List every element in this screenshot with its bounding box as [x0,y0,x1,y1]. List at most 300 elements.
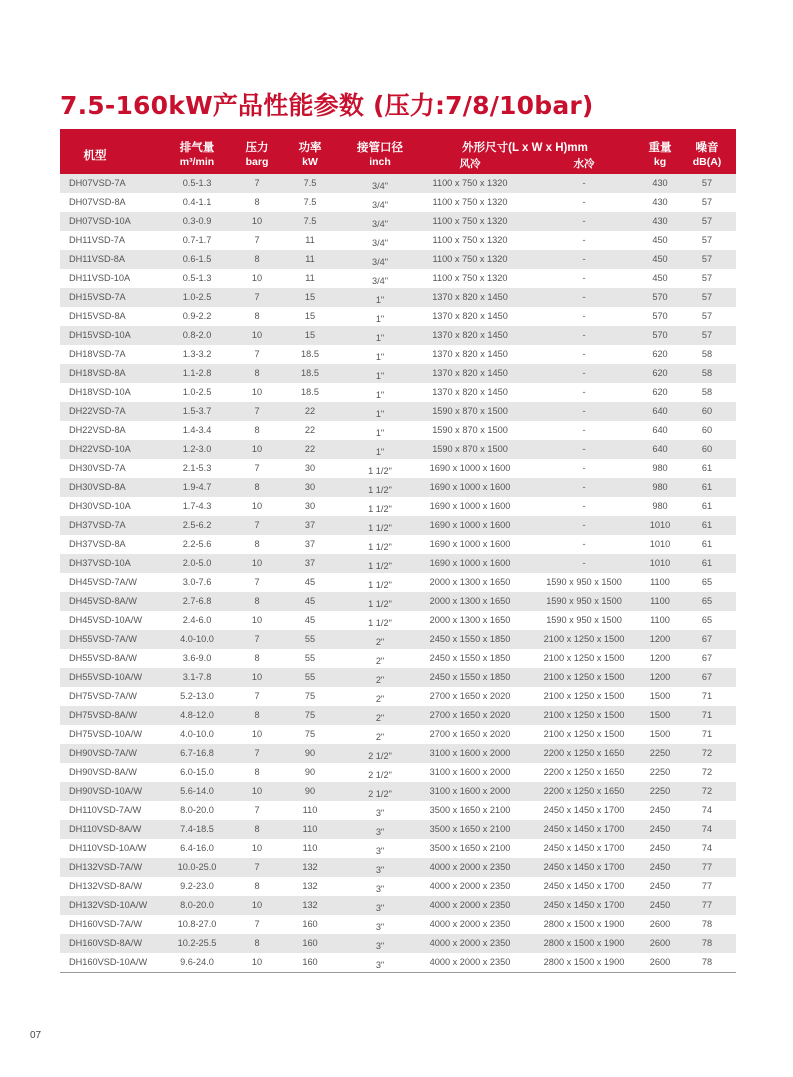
cell-power: 22 [304,425,316,435]
cell-model: DH110VSD-8A/W [69,824,142,834]
cell-air-flow: 2.0-5.0 [182,558,212,568]
table-row [60,269,736,288]
cell-air-cooled: 1370 x 820 x 1450 [432,311,508,321]
cell-air-cooled: 1690 x 1000 x 1600 [429,482,511,492]
table-row [60,345,736,364]
cell-water-cooled: - [582,387,586,397]
cell-weight: 430 [652,216,668,226]
cell-air-cooled: 4000 x 2000 x 2350 [429,862,511,872]
cell-power: 11 [305,254,315,264]
cell-water-cooled: - [582,558,586,568]
table-row [60,535,736,554]
cell-water-cooled: - [582,520,586,530]
cell-pipe: 1 1/2" [368,485,392,495]
cell-power: 75 [304,729,316,739]
cell-air-flow: 0.4-1.1 [182,197,212,207]
cell-power: 11 [305,235,315,245]
cell-air-flow: 2.4-6.0 [182,615,212,625]
cell-noise: 65 [701,596,713,606]
cell-pressure: 8 [254,311,260,321]
cell-air-cooled: 1370 x 820 x 1450 [432,330,508,340]
cell-noise: 60 [701,444,713,454]
cell-power: 22 [304,406,316,416]
cell-pipe: 3/4" [371,200,389,210]
cell-weight: 1500 [649,691,671,701]
cell-air-flow: 10.2-25.5 [177,938,217,948]
cell-water-cooled: - [582,539,586,549]
cell-model: DH11VSD-7A [69,235,125,245]
cell-model: DH07VSD-7A [69,178,126,188]
cell-pressure: 7 [254,919,260,929]
cell-air-cooled: 1100 x 750 x 1320 [432,197,508,207]
cell-air-flow: 1.3-3.2 [182,349,212,359]
table-row [60,592,736,611]
cell-air-cooled: 1100 x 750 x 1320 [432,254,508,264]
cell-pipe: 1" [375,371,385,381]
cell-model: DH90VSD-7A/W [69,748,137,758]
cell-noise: 78 [701,957,713,967]
cell-air-flow: 5.2-13.0 [180,691,214,701]
table-row [60,896,736,915]
cell-water-cooled: 2100 x 1250 x 1500 [543,729,625,739]
cell-water-cooled: - [582,349,586,359]
table-row [60,725,736,744]
cell-air-flow: 7.4-18.5 [180,824,214,834]
col-noise: 噪音 [695,142,719,154]
cell-pipe: 3" [375,846,385,856]
table-row [60,402,736,421]
cell-power: 7.5 [303,216,317,226]
cell-pressure: 10 [251,273,263,283]
cell-water-cooled: 2800 x 1500 x 1900 [543,957,625,967]
cell-weight: 1200 [649,653,671,663]
cell-weight: 430 [652,178,668,188]
cell-weight: 2450 [649,862,671,872]
cell-air-flow: 4.0-10.0 [180,729,214,739]
cell-pipe: 3/4" [371,238,389,248]
cell-pipe: 1 1/2" [368,599,392,609]
cell-pressure: 8 [254,482,260,492]
cell-model: DH15VSD-10A [69,330,131,340]
cell-water-cooled: 2100 x 1250 x 1500 [543,634,625,644]
cell-water-cooled: 2100 x 1250 x 1500 [543,653,625,663]
cell-weight: 2600 [649,919,671,929]
cell-noise: 57 [701,216,713,226]
cell-weight: 980 [652,463,668,473]
cell-model: DH75VSD-7A/W [69,691,137,701]
cell-model: DH160VSD-7A/W [69,919,143,929]
cell-pressure: 10 [251,843,263,853]
table-row [60,649,736,668]
cell-power: 90 [304,767,316,777]
cell-weight: 2600 [649,938,671,948]
cell-weight: 1200 [649,672,671,682]
cell-noise: 57 [701,235,713,245]
cell-power: 110 [302,824,318,834]
cell-pipe: 3" [375,827,385,837]
cell-weight: 2450 [649,824,671,834]
table-row [60,516,736,535]
cell-water-cooled: 1590 x 950 x 1500 [546,577,622,587]
cell-air-flow: 1.5-3.7 [182,406,212,416]
cell-pressure: 8 [254,938,260,948]
cell-model: DH22VSD-10A [69,444,131,454]
cell-weight: 640 [652,444,668,454]
cell-water-cooled: 1590 x 950 x 1500 [546,615,622,625]
cell-pressure: 10 [251,444,263,454]
cell-air-flow: 10.0-25.0 [177,862,217,872]
cell-noise: 71 [701,729,713,739]
cell-weight: 2250 [649,748,671,758]
cell-model: DH11VSD-8A [69,254,125,264]
table-row [60,820,736,839]
cell-model: DH37VSD-7A [69,520,126,530]
cell-water-cooled: 2450 x 1450 x 1700 [543,900,625,910]
cell-air-cooled: 3100 x 1600 x 2000 [429,767,511,777]
table-row [60,421,736,440]
cell-air-flow: 0.7-1.7 [182,235,212,245]
table-row [60,307,736,326]
cell-water-cooled: 2450 x 1450 x 1700 [543,862,625,872]
cell-model: DH75VSD-8A/W [69,710,137,720]
cell-weight: 430 [652,197,668,207]
cell-power: 132 [302,881,318,891]
cell-pipe: 3/4" [371,257,389,267]
cell-pipe: 3/4" [371,219,389,229]
cell-power: 22 [304,444,316,454]
page-number: 07 [30,1030,42,1041]
cell-power: 75 [304,710,316,720]
cell-weight: 570 [652,292,668,302]
cell-power: 30 [304,463,316,473]
cell-model: DH132VSD-7A/W [69,862,143,872]
cell-model: DH30VSD-7A [69,463,126,473]
cell-power: 18.5 [301,387,319,397]
cell-model: DH45VSD-7A/W [69,577,137,587]
table-row [60,687,736,706]
table-row [60,497,736,516]
cell-noise: 67 [701,672,713,682]
cell-noise: 58 [701,349,713,359]
cell-air-cooled: 4000 x 2000 x 2350 [429,900,511,910]
cell-power: 15 [304,330,316,340]
table-row [60,212,736,231]
cell-pipe: 3" [375,865,385,875]
cell-pressure: 10 [251,900,263,910]
cell-power: 55 [304,653,316,663]
cell-power: 11 [305,273,315,283]
cell-noise: 57 [701,273,713,283]
cell-water-cooled: - [582,311,586,321]
cell-pressure: 8 [254,368,260,378]
cell-water-cooled: 2800 x 1500 x 1900 [543,938,625,948]
col-water-cooled: 水冷 [573,158,595,170]
cell-noise: 61 [701,501,713,511]
table-row [60,554,736,573]
cell-weight: 980 [652,501,668,511]
cell-pressure: 7 [254,292,260,302]
cell-power: 90 [304,786,316,796]
cell-pressure: 10 [251,615,263,625]
cell-pipe: 1 1/2" [368,504,392,514]
cell-model: DH30VSD-8A [69,482,126,492]
cell-model: DH160VSD-10A/W [69,957,148,967]
cell-noise: 65 [701,615,713,625]
cell-weight: 620 [652,368,668,378]
page-title: 7.5-160kW产品性能参数 (压力:7/8/10bar) [60,91,594,120]
cell-pressure: 8 [254,254,260,264]
cell-air-flow: 6.4-16.0 [180,843,214,853]
cell-power: 55 [304,672,316,682]
cell-water-cooled: 2100 x 1250 x 1500 [543,691,625,701]
cell-weight: 640 [652,406,668,416]
cell-pipe: 1" [375,295,385,305]
cell-pipe: 1" [375,352,385,362]
cell-noise: 58 [701,387,713,397]
cell-model: DH110VSD-7A/W [69,805,142,815]
cell-air-cooled: 4000 x 2000 x 2350 [429,919,511,929]
cell-pipe: 1 1/2" [368,618,392,628]
cell-noise: 78 [701,919,713,929]
cell-air-flow: 0.5-1.3 [182,178,212,188]
cell-power: 110 [302,843,318,853]
table-row [60,440,736,459]
cell-power: 45 [304,577,316,587]
cell-weight: 1500 [649,729,671,739]
cell-air-cooled: 3500 x 1650 x 2100 [429,824,511,834]
cell-weight: 1100 [650,577,670,587]
cell-pressure: 10 [251,786,263,796]
cell-air-cooled: 1370 x 820 x 1450 [432,292,508,302]
table-row [60,953,736,972]
cell-water-cooled: 2450 x 1450 x 1700 [543,881,625,891]
cell-weight: 1010 [649,539,671,549]
cell-water-cooled: - [582,235,586,245]
cell-power: 37 [304,539,316,549]
cell-air-cooled: 1590 x 870 x 1500 [432,425,508,435]
cell-air-cooled: 1370 x 820 x 1450 [432,368,508,378]
table-row [60,877,736,896]
cell-pressure: 10 [251,330,263,340]
cell-pipe: 3" [375,884,385,894]
table-row [60,383,736,402]
cell-air-cooled: 2450 x 1550 x 1850 [429,653,511,663]
cell-weight: 1100 [650,615,670,625]
cell-pipe: 1" [375,314,385,324]
cell-water-cooled: 2800 x 1500 x 1900 [543,919,625,929]
cell-air-flow: 8.0-20.0 [180,805,214,815]
cell-noise: 72 [701,767,713,777]
cell-model: DH55VSD-7A/W [69,634,137,644]
cell-pipe: 1 1/2" [368,561,392,571]
cell-weight: 2250 [649,786,671,796]
cell-weight: 1200 [649,634,671,644]
cell-air-flow: 0.8-2.0 [182,330,212,340]
cell-pressure: 7 [254,406,260,416]
cell-noise: 57 [701,197,713,207]
cell-weight: 1100 [650,596,670,606]
cell-water-cooled: 2200 x 1250 x 1650 [543,767,625,777]
cell-noise: 77 [701,862,713,872]
cell-noise: 72 [701,748,713,758]
cell-weight: 2450 [649,843,671,853]
cell-air-flow: 9.2-23.0 [180,881,214,891]
cell-water-cooled: - [582,406,586,416]
cell-pressure: 7 [254,634,260,644]
cell-noise: 77 [701,900,713,910]
cell-pipe: 2" [375,637,385,647]
cell-pipe: 1" [375,390,385,400]
cell-air-flow: 8.0-20.0 [180,900,214,910]
cell-pressure: 8 [254,197,260,207]
cell-water-cooled: 2200 x 1250 x 1650 [543,786,625,796]
cell-pipe: 3/4" [371,276,389,286]
cell-air-flow: 0.5-1.3 [182,273,212,283]
cell-pipe: 2" [375,713,385,723]
table-row [60,858,736,877]
cell-weight: 450 [652,254,668,264]
cell-air-flow: 1.7-4.3 [182,501,212,511]
cell-air-cooled: 2000 x 1300 x 1650 [429,615,511,625]
cell-pressure: 10 [251,501,263,511]
cell-water-cooled: 2450 x 1450 x 1700 [543,843,625,853]
cell-weight: 640 [652,425,668,435]
cell-model: DH07VSD-8A [69,197,126,207]
cell-power: 90 [304,748,316,758]
cell-noise: 77 [701,881,713,891]
cell-power: 37 [304,520,316,530]
cell-power: 15 [304,311,316,321]
cell-pipe: 2" [375,732,385,742]
cell-air-cooled: 2700 x 1650 x 2020 [429,691,511,701]
cell-pressure: 10 [251,558,263,568]
cell-air-flow: 1.9-4.7 [182,482,212,492]
cell-noise: 60 [701,406,713,416]
cell-weight: 2450 [649,900,671,910]
cell-model: DH18VSD-8A [69,368,126,378]
cell-model: DH37VSD-8A [69,539,126,549]
cell-water-cooled: - [582,292,586,302]
cell-air-cooled: 2450 x 1550 x 1850 [429,672,511,682]
cell-pipe: 2 1/2" [368,770,392,780]
cell-pressure: 7 [254,748,260,758]
cell-noise: 57 [701,254,713,264]
cell-power: 30 [304,482,316,492]
cell-pipe: 3" [375,808,385,818]
table-row [60,573,736,592]
cell-pipe: 1" [375,333,385,343]
cell-air-flow: 10.8-27.0 [177,919,217,929]
cell-noise: 74 [701,824,713,834]
cell-weight: 1010 [649,558,671,568]
cell-noise: 61 [701,520,713,530]
cell-air-cooled: 1690 x 1000 x 1600 [429,558,511,568]
cell-power: 45 [304,596,316,606]
cell-noise: 58 [701,368,713,378]
cell-air-cooled: 1690 x 1000 x 1600 [429,463,511,473]
cell-pipe: 3" [375,941,385,951]
cell-water-cooled: - [582,463,586,473]
cell-air-cooled: 1100 x 750 x 1320 [432,235,508,245]
cell-water-cooled: - [582,254,586,264]
col-weight: 重量 [648,142,672,154]
cell-power: 7.5 [303,197,317,207]
cell-air-cooled: 3100 x 1600 x 2000 [429,748,511,758]
cell-power: 15 [304,292,316,302]
cell-model: DH11VSD-10A [69,273,131,283]
cell-noise: 65 [701,577,713,587]
cell-noise: 67 [701,634,713,644]
cell-model: DH160VSD-8A/W [69,938,143,948]
cell-water-cooled: - [582,482,586,492]
cell-air-flow: 1.0-2.5 [182,387,212,397]
cell-air-cooled: 3500 x 1650 x 2100 [429,843,511,853]
cell-pressure: 7 [254,862,260,872]
cell-air-flow: 2.1-5.3 [182,463,212,473]
cell-model: DH15VSD-8A [69,311,126,321]
cell-air-flow: 2.5-6.2 [182,520,212,530]
cell-air-cooled: 1370 x 820 x 1450 [432,387,508,397]
cell-model: DH37VSD-10A [69,558,131,568]
cell-air-flow: 0.6-1.5 [182,254,212,264]
col-model: 机型 [83,150,107,162]
col-power: 功率 [298,142,322,154]
cell-air-cooled: 1690 x 1000 x 1600 [429,539,511,549]
cell-pressure: 8 [254,596,260,606]
cell-weight: 1500 [649,710,671,720]
col-air-cooled: 风冷 [459,158,481,170]
cell-model: DH07VSD-10A [69,216,131,226]
cell-air-cooled: 2000 x 1300 x 1650 [429,577,511,587]
cell-air-flow: 3.0-7.6 [182,577,212,587]
table-row [60,326,736,345]
cell-pressure: 10 [251,387,263,397]
table-row [60,706,736,725]
cell-pipe: 2" [375,675,385,685]
cell-pressure: 7 [254,349,260,359]
cell-pipe: 3/4" [371,181,389,191]
cell-air-cooled: 1100 x 750 x 1320 [432,273,508,283]
cell-model: DH90VSD-8A/W [69,767,137,777]
cell-weight: 1010 [649,520,671,530]
cell-model: DH22VSD-8A [69,425,126,435]
table-body [60,174,736,972]
cell-pipe: 1 1/2" [368,523,392,533]
cell-model: DH55VSD-10A/W [69,672,143,682]
cell-air-flow: 1.2-3.0 [182,444,212,454]
cell-pressure: 8 [254,653,260,663]
cell-power: 37 [304,558,316,568]
col-pressure-unit: barg [245,156,269,168]
cell-air-flow: 2.7-6.8 [182,596,212,606]
table-row [60,782,736,801]
table-row [60,288,736,307]
cell-air-flow: 0.9-2.2 [182,311,212,321]
cell-pipe: 1 1/2" [368,466,392,476]
cell-power: 160 [302,938,318,948]
cell-model: DH110VSD-10A/W [69,843,147,853]
cell-water-cooled: 2100 x 1250 x 1500 [543,672,625,682]
cell-noise: 61 [701,463,713,473]
cell-air-cooled: 1590 x 870 x 1500 [432,444,508,454]
cell-noise: 74 [701,805,713,815]
cell-air-cooled: 1690 x 1000 x 1600 [429,520,511,530]
cell-pressure: 7 [254,805,260,815]
cell-model: DH90VSD-10A/W [69,786,143,796]
cell-noise: 72 [701,786,713,796]
cell-pipe: 2 1/2" [368,751,392,761]
cell-air-flow: 1.0-2.5 [182,292,212,302]
